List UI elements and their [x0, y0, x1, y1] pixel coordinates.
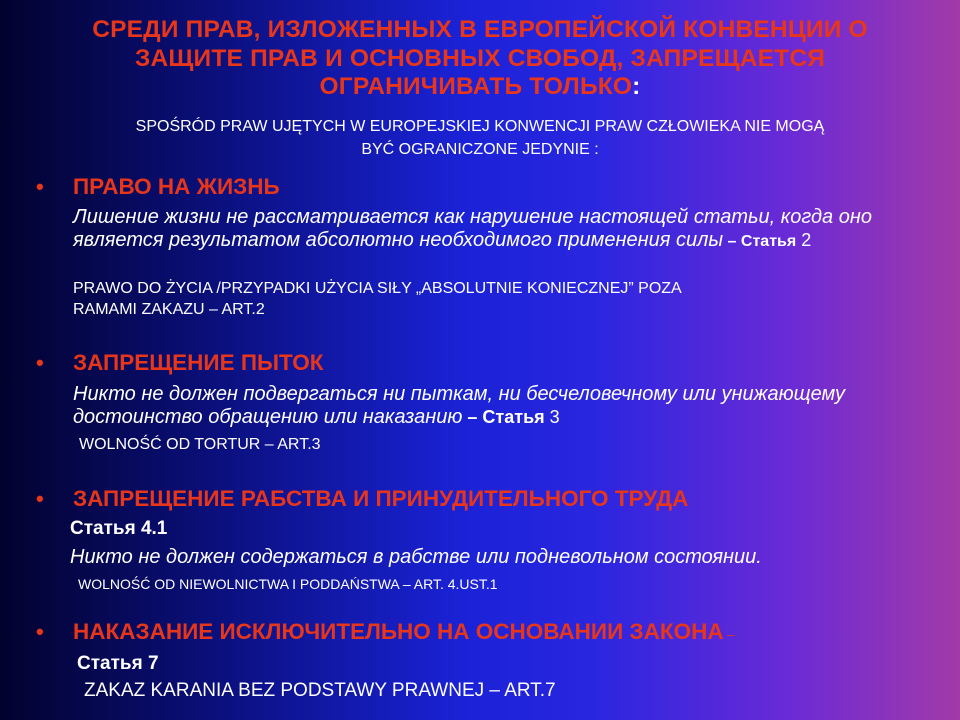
ru-text: Лишение жизни не рассматривается как нарушение настоящей статьи, когда оно является результатом абсолютно необходимого применения силы	[73, 206, 872, 251]
item-pl-line-1-slavery: WOLNOŚĆ OD NIEWOLNICTWA I PODDAŃSTWA – ART. 4.UST.1	[78, 576, 498, 592]
slide-title-colon: :	[632, 73, 641, 100]
bullet-icon: •	[36, 350, 44, 375]
item-pl-line-1-right-to-life: PRAWO DO ŻYCIA /PRZYPADKI UŻYCIA SIŁY „ABSOLUTNIE KONIECZNEJ” POZA	[73, 280, 682, 297]
item-pl-line-2-right-to-life: RAMAMI ZAKAZU – ART.2	[73, 301, 265, 318]
item-ru-text-torture	[73, 383, 873, 429]
bullet-icon: •	[36, 486, 44, 511]
slide-subtitle	[20, 115, 940, 161]
heading-dash: –	[723, 627, 735, 642]
subtitle-line-1: SPOŚRÓD PRAW UJĘTYCH W EUROPEJSKIEJ KONWENCJI PRAW CZŁOWIEKA NIE MOGĄ	[135, 118, 825, 135]
slide-title-text: СРЕДИ ПРАВ, ИЗЛОЖЕННЫХ В ЕВРОПЕЙСКОЙ КОНВЕНЦИИ О ЗАЩИТЕ ПРАВ И ОСНОВНЫХ СВОБОД, ЗАПРЕЩАЕТСЯ ОГРАНИЧИВАТЬ ТОЛЬКО	[92, 16, 868, 100]
bullet-icon: •	[36, 619, 44, 644]
item-ru-text-slavery: Никто не должен содержаться в рабстве или подневольном состоянии.	[70, 546, 762, 568]
item-article-slavery: Статья 4.1	[70, 518, 168, 539]
ru-separator: –	[462, 407, 483, 427]
ru-article-number: 3	[544, 407, 560, 427]
ru-text: Никто не должен подвергаться ни пыткам, ни бесчеловечному или унижающему достоинство обращению или наказанию	[73, 383, 846, 428]
item-pl-line-1-torture: WOLNOŚĆ OD TORTUR – ART.3	[79, 436, 321, 453]
bullet-icon: •	[36, 174, 44, 199]
ru-article-label: Статья	[740, 233, 797, 250]
heading-text: НАКАЗАНИЕ ИСКЛЮЧИТЕЛЬНО НА ОСНОВАНИИ ЗАКОНА	[73, 619, 724, 644]
item-article-no-punishment: Статья 7	[77, 653, 159, 674]
item-pl-line-1-no-punishment: ZAKAZ KARANIA BEZ PODSTAWY PRAWNEJ – ART.7	[84, 680, 556, 701]
item-heading-no-punishment	[73, 619, 734, 648]
item-heading-torture: ЗАПРЕЩЕНИЕ ПЫТОК	[73, 350, 324, 375]
item-ru-text-right-to-life	[73, 206, 933, 253]
subtitle-line-2: BYĆ OGRANICZONE JEDYNIE :	[361, 141, 599, 158]
ru-separator: –	[723, 233, 741, 250]
ru-article-label: Статья	[482, 407, 545, 427]
item-heading-slavery: ЗАПРЕЩЕНИЕ РАБСТВА И ПРИНУДИТЕЛЬНОГО ТРУДА	[73, 486, 689, 511]
ru-article-number: 2	[796, 230, 812, 250]
item-heading-right-to-life: ПРАВО НА ЖИЗНЬ	[73, 174, 280, 199]
slide-title	[40, 16, 920, 102]
